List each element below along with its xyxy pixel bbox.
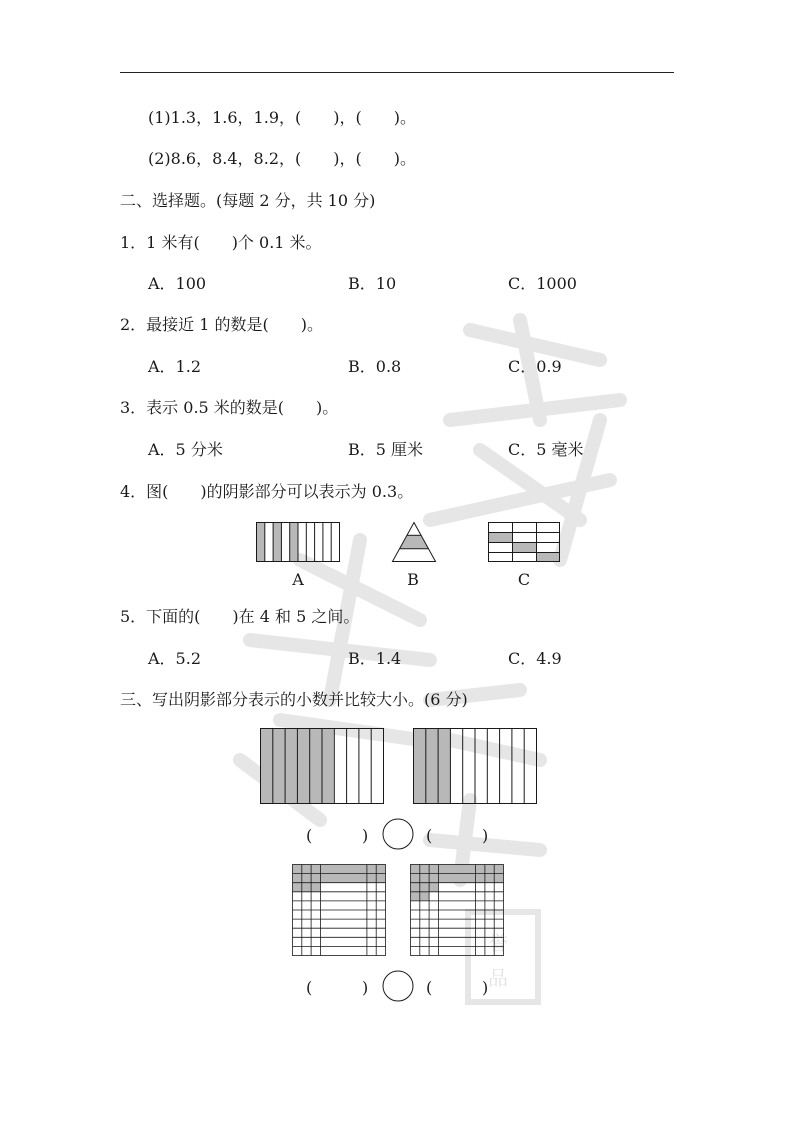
- svg-text:品: 品: [488, 966, 508, 990]
- answer-blank-1-close: ): [362, 826, 369, 845]
- sequence-question-1: (1)1.3，1.6，1.9，( )，( )。: [148, 108, 416, 127]
- answer-blank-4-close: ): [482, 978, 489, 997]
- strip-figure-right: [413, 728, 537, 804]
- question-5: 5．下面的( )在 4 和 5 之间。: [120, 607, 360, 626]
- q5-option-a: A．5.2: [148, 649, 202, 668]
- section-3-title: 三、写出阴影部分表示的小数并比较大小。(6 分): [120, 690, 468, 709]
- header-rule: [120, 72, 674, 73]
- answer-blank-3-open: (: [306, 978, 313, 997]
- strip-figure-left: [260, 728, 384, 804]
- q5-option-b: B．1.4: [348, 649, 402, 668]
- answer-blank-1-open: (: [306, 826, 313, 845]
- figure-c-label: C: [517, 570, 531, 589]
- answer-blank-3-close: ): [362, 978, 369, 997]
- hundred-grid-left: [292, 864, 386, 956]
- answer-blank-2-open: (: [426, 826, 433, 845]
- question-3: 3．表示 0.5 米的数是( )。: [120, 398, 339, 417]
- figure-a-label: A: [292, 570, 304, 589]
- figure-b-label: B: [407, 570, 419, 589]
- section-2-title: 二、选择题。(每题 2 分，共 10 分): [120, 191, 376, 210]
- figure-b: [392, 522, 436, 562]
- hundred-grid-right: [410, 864, 504, 956]
- q3-option-a: A．5 分米: [148, 440, 223, 459]
- q3-option-c: C．5 毫米: [508, 440, 584, 459]
- figure-a: [256, 522, 340, 562]
- sequence-question-2: (2)8.6，8.4，8.2，( )，( )。: [148, 149, 416, 168]
- figure-c: [488, 522, 560, 562]
- question-2: 2．最接近 1 的数是( )。: [120, 315, 324, 334]
- compare-circle-2[interactable]: [382, 970, 414, 1002]
- q2-option-c: C．0.9: [508, 357, 562, 376]
- answer-blank-2-close: ): [482, 826, 489, 845]
- q3-option-b: B．5 厘米: [348, 440, 424, 459]
- q5-option-c: C．4.9: [508, 649, 562, 668]
- question-4: 4．图( )的阴影部分可以表示为 0.3。: [120, 482, 414, 501]
- q2-option-a: A．1.2: [148, 357, 202, 376]
- q1-option-c: C．1000: [508, 274, 577, 293]
- watermark-seal: 誉: [488, 931, 508, 955]
- q2-option-b: B．0.8: [348, 357, 402, 376]
- q1-option-b: B．10: [348, 274, 397, 293]
- question-1: 1．1 米有( )个 0.1 米。: [120, 233, 322, 252]
- compare-circle-1[interactable]: [382, 818, 414, 850]
- answer-blank-4-open: (: [426, 978, 433, 997]
- q1-option-a: A．100: [148, 274, 207, 293]
